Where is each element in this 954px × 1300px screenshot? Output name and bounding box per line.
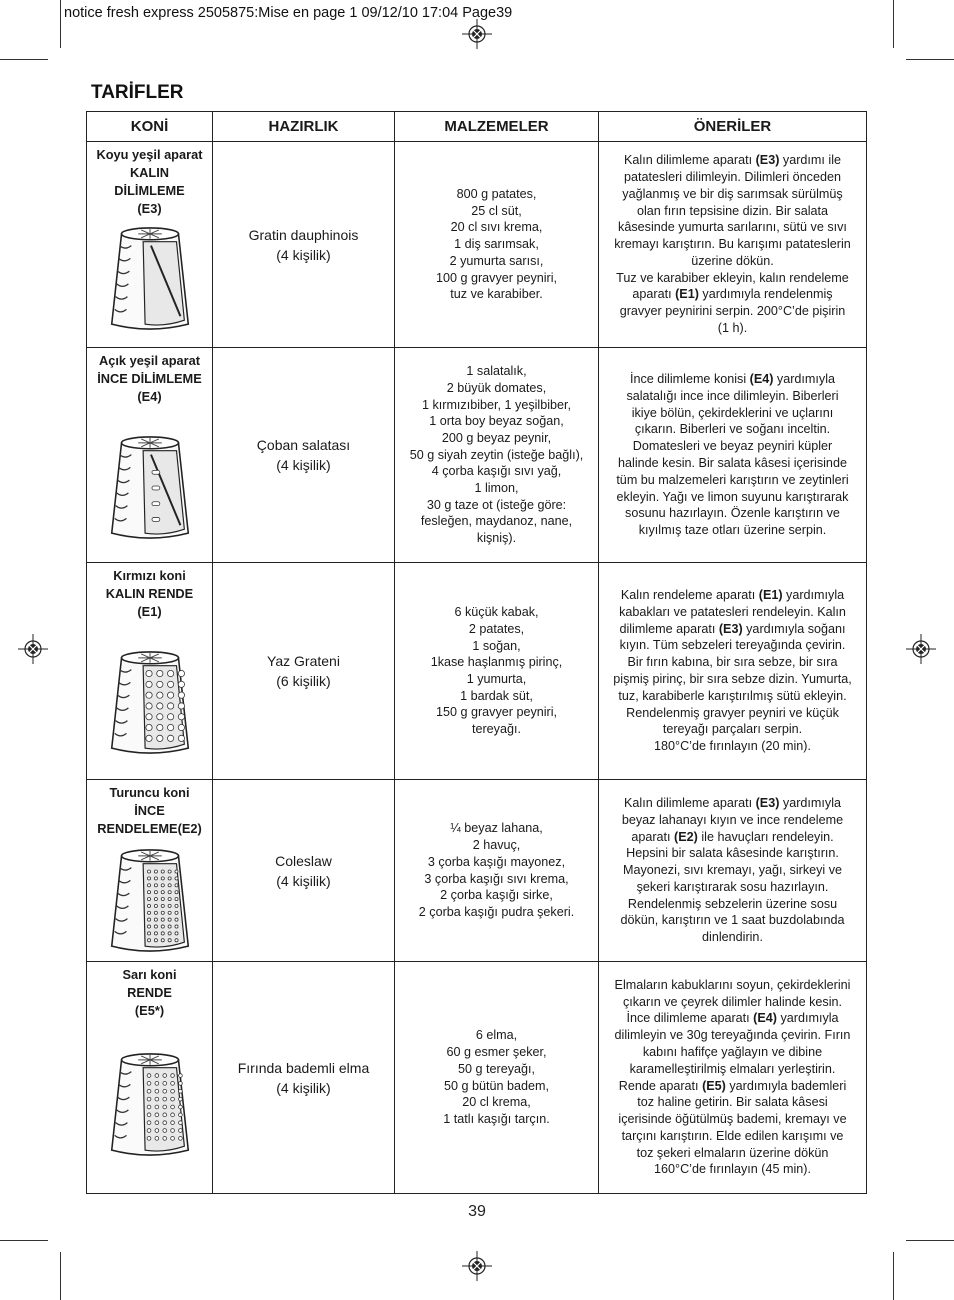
suggestion-line: [599, 1010, 866, 1027]
attachment-code: (E4): [753, 1011, 777, 1026]
suggestion-line: [599, 270, 866, 287]
suggestion-text: yardımıyla: [782, 588, 845, 603]
ingredient-line: kişniş).: [476, 531, 517, 546]
column-header-suggestions: ÖNERİLER: [599, 112, 867, 142]
suggestion-text: halinde kesin. Bir salata kâsesi içerisinde: [618, 456, 847, 470]
suggestion-line: [599, 522, 866, 539]
suggestion-text: yardımıyla rendelenmiş: [698, 287, 833, 302]
suggestion-text: çıkarın ve çeyrek dilimler halinde kesin.: [622, 994, 843, 1009]
suggestion-text: yardımıyla: [776, 1011, 839, 1026]
suggestion-line: [599, 879, 866, 896]
suggestion-text: kıyılmış taze otları üzerine serpin.: [638, 523, 827, 538]
cone-label-line: (E5*): [134, 1003, 165, 1018]
ingredient-line: 3 çorba kaşığı mayonez,: [427, 854, 566, 869]
suggestion-text: Rende aparatı: [618, 1078, 703, 1093]
suggestion-line: [599, 1094, 866, 1111]
suggestion-text: tuz, karabiberle karıştırılmış sütü ekleyin.: [618, 688, 847, 703]
suggestion-text: tereyağı parçaları serpin.: [662, 722, 803, 737]
suggestion-line: [599, 405, 866, 422]
ingredient-line: 200 g beyaz peynir,: [441, 430, 552, 445]
suggestion-line: [599, 1161, 866, 1178]
crop-mark: [0, 59, 48, 60]
suggestion-text: Elmaların kabuklarını soyun, çekirdeklerini: [614, 977, 851, 992]
cone-cell: [87, 348, 213, 563]
ingredient-line: 2 havuç,: [472, 838, 521, 853]
print-header: notice fresh express 2505875:Mise en page 1 09/12/10 17:04 Page39: [64, 5, 513, 21]
ingredient-line: 4 çorba kaşığı sıvı yağ,: [431, 464, 562, 479]
table-row: [87, 962, 867, 1194]
suggestion-line: [599, 795, 866, 812]
suggestion-text: beyaz lahanayı kıyın ve ince rendeleme: [621, 812, 844, 827]
suggestion-text: dilimleyin ve 30g tereyağında çevirin. Fırın: [614, 1028, 851, 1043]
suggestion-text: Rendelenmiş gravyer peyniri ve küçük: [626, 705, 839, 720]
cone-label-line: İNCE DİLİMLEME: [97, 371, 202, 386]
suggestion-text: gravyer peynirini serpin. 200°C’de pişirin: [619, 304, 846, 319]
ingredient-line: 1 diş sarımsak,: [454, 237, 539, 252]
attachment-code: (E1): [758, 588, 783, 603]
ingredient-line: 6 küçük kabak,: [454, 605, 539, 620]
recipes-table: [86, 111, 867, 1194]
suggestion-line: [599, 1078, 866, 1095]
suggestion-text: dilimleme aparatı: [619, 621, 719, 636]
suggestion-text: kâsesinde yumurta sarılarını, sütü ve sıvı: [618, 220, 847, 235]
attachment-code: (E3): [755, 795, 780, 810]
suggestion-line: [599, 912, 866, 929]
suggestion-line: [599, 896, 866, 913]
suggestion-line: [599, 472, 866, 489]
suggestion-text: Mayonezi, sıvı kremayı, yağı, sirkeyi ve: [622, 863, 843, 878]
suggestion-line: [599, 219, 866, 236]
suggestion-text: ile havuçları rendeleyin.: [697, 829, 834, 844]
slicer-cone-icon: [106, 226, 194, 332]
cone-label-line: KALIN: [129, 165, 170, 180]
suggestion-line: [599, 1044, 866, 1061]
ingredient-line: 1kase haşlanmış pirinç,: [430, 655, 563, 670]
suggestion-text: kabını hafifçe yağlayın ve dibine: [642, 1044, 823, 1059]
ingredient-line: 1 yumurta,: [466, 672, 527, 686]
suggestion-line: [599, 203, 866, 220]
column-header-ingredients: MALZEMELER: [395, 112, 599, 142]
coarse-grater-cone-icon: [106, 650, 194, 756]
table-header-row: [87, 112, 867, 142]
ingredient-line: 1 kırmızıbiber, 1 yeşilbiber,: [421, 397, 572, 412]
suggestion-line: [599, 489, 866, 506]
suggestions-cell: [599, 962, 867, 1194]
ingredient-line: 50 g bütün badem,: [443, 1078, 550, 1093]
suggestion-text: ekleyin. Yağı ve limon suyunu karıştırarak: [616, 489, 849, 504]
crop-mark: [893, 1252, 894, 1300]
ingredient-line: fesleğen, maydanoz, nane,: [420, 514, 573, 529]
column-header-cone: KONİ: [87, 112, 213, 142]
table-row: [87, 142, 867, 348]
suggestion-text: kabakları ve patatesleri rendeleyin. Kalın: [619, 604, 846, 619]
cone-label-line: RENDE: [127, 985, 172, 1000]
registration-mark-icon: [462, 19, 492, 49]
cone-label-line: Sarı koni: [122, 967, 177, 982]
suggestion-text: ikiye bölün, çekirdeklerini ve uçlarını: [631, 405, 834, 420]
suggestion-line: [599, 621, 866, 638]
suggestion-line: [599, 604, 866, 621]
suggestion-text: salatalığı ince ince dilimleyin. Biberleri: [626, 388, 839, 403]
ingredients-cell: [395, 962, 599, 1194]
suggestion-text: Tuz ve karabiber ekleyin, kalın rendeleme: [616, 270, 849, 285]
suggestion-line: [599, 721, 866, 738]
preparation-cell: [213, 780, 395, 962]
suggestion-line: [599, 388, 866, 405]
suggestion-text: Bir fırın kabına, bir sıra sebze, bir sıra: [627, 655, 838, 670]
ingredient-line: 1 tatlı kaşığı tarçın.: [443, 1111, 550, 1126]
preparation-cell: [213, 348, 395, 563]
registration-mark-icon: [906, 634, 936, 664]
ingredient-line: 800 g patates,: [456, 187, 537, 202]
ingredient-line: tereyağı.: [471, 722, 521, 737]
suggestion-line: [599, 320, 866, 337]
suggestion-line: [599, 371, 866, 388]
attachment-code: (E1): [675, 287, 699, 302]
suggestion-line: [599, 455, 866, 472]
page-number: 39: [468, 1203, 486, 1220]
suggestion-text: olan fırın tepsisine dizin. Bir salata: [636, 203, 829, 218]
suggestion-line: [599, 845, 866, 862]
ingredient-line: 20 cl sıvı krema,: [450, 220, 543, 235]
crop-mark: [893, 0, 894, 48]
suggestion-text: Kalın rendeleme aparatı: [620, 588, 759, 603]
cone-label-line: Açık yeşil aparat: [98, 353, 200, 368]
suggestion-line: [599, 1027, 866, 1044]
suggestion-text: Hepsini bir salata kâsesinde karıştırın.: [626, 846, 839, 861]
suggestions-cell: [599, 780, 867, 962]
suggestion-text: Kalın dilimleme aparatı: [624, 153, 756, 168]
ingredient-line: 30 g taze ot (isteğe göre:: [426, 497, 567, 512]
cone-label-line: Kırmızı koni: [113, 568, 186, 583]
cone-label-line: DİLİMLEME: [114, 183, 185, 198]
ingredient-line: 3 çorba kaşığı sıvı krema,: [424, 871, 569, 886]
ingredient-line: 25 cl süt,: [471, 203, 522, 218]
ingredient-line: 150 g gravyer peyniri,: [435, 705, 558, 720]
preparation-cell: [213, 563, 395, 780]
suggestion-line: [599, 169, 866, 186]
attachment-code: (E5): [702, 1078, 726, 1093]
suggestion-line: [599, 738, 866, 755]
suggestion-line: [599, 994, 866, 1011]
suggestions-cell: [599, 348, 867, 563]
suggestion-text: Kalın dilimleme aparatı: [624, 795, 756, 810]
recipe-name: Yaz Grateni: [267, 653, 340, 669]
recipe-name: Gratin dauphinois: [248, 226, 359, 243]
suggestion-text: yağlanmış ve bir diş sarımsak sürülmüş: [622, 186, 843, 201]
suggestion-line: [599, 587, 866, 604]
suggestion-line: [599, 829, 866, 846]
cone-cell: [87, 962, 213, 1194]
recipe-name: Coleslaw: [275, 852, 332, 869]
ingredient-line: 50 g siyah zeytin (isteğe bağlı),: [409, 447, 584, 462]
ingredient-line: 20 cl krema,: [462, 1095, 531, 1110]
cone-label-line: RENDELEME(E2): [97, 821, 202, 836]
cone-label: [87, 966, 212, 1020]
grater-cone-icon: [106, 1052, 194, 1158]
suggestion-text: yardımıyla bademleri: [725, 1078, 847, 1093]
suggestion-line: [599, 862, 866, 879]
recipe-name: Çoban salatası: [256, 437, 351, 453]
suggestion-line: [599, 977, 866, 994]
suggestion-text: aparatı: [632, 287, 676, 302]
ingredient-line: 1 salatalık,: [466, 364, 527, 379]
suggestion-text: dökün, karıştırın ve 1 saat buzdolabında: [620, 913, 845, 928]
registration-mark-icon: [18, 634, 48, 664]
suggestion-line: [599, 671, 866, 688]
suggestion-text: toz haline getirin. Bir salata kâsesi: [637, 1095, 828, 1110]
attachment-code: (E4): [749, 372, 774, 387]
suggestions-cell: [599, 142, 867, 348]
suggestion-line: [599, 236, 866, 253]
suggestion-text: aparatı: [631, 829, 675, 844]
attachment-code: (E3): [718, 621, 743, 636]
cone-label-line: (E1): [137, 604, 162, 619]
ingredient-line: 1 limon,: [474, 481, 519, 496]
crop-mark: [60, 1252, 61, 1300]
crop-mark: [60, 0, 61, 48]
suggestion-text: yardımıyla: [779, 795, 841, 810]
suggestion-line: [599, 186, 866, 203]
cone-label-line: KALIN RENDE: [105, 586, 194, 601]
table-row: [87, 780, 867, 962]
ingredient-line: 50 g tereyağı,: [457, 1061, 535, 1076]
cone-label-line: İNCE: [134, 803, 165, 818]
suggestion-text: kremayı karıştırın. Bu karışımı patateslerin: [614, 237, 851, 252]
column-header-preparation: HAZIRLIK: [213, 112, 395, 142]
ingredient-line: 2 büyük domates,: [446, 380, 547, 395]
suggestion-text: yardımıyla: [773, 372, 836, 387]
suggestion-text: içerisinde öğütülmüş bademi, kremayı ve: [618, 1112, 847, 1127]
suggestion-line: [599, 1145, 866, 1162]
ingredient-line: 1 bardak süt,: [460, 688, 533, 703]
ingredient-line: ¼ beyaz lahana,: [450, 821, 543, 836]
cone-label: [87, 352, 212, 406]
suggestion-text: İnce dilimleme aparatı: [626, 1011, 754, 1026]
suggestion-line: [599, 812, 866, 829]
suggestion-line: [599, 303, 866, 320]
suggestion-text: tüm bu malzemeleri karıştırın ve zeytinleri: [616, 472, 849, 487]
registration-mark-icon: [462, 1251, 492, 1281]
suggestion-line: [599, 1111, 866, 1128]
cone-label: [87, 567, 212, 621]
ingredients-cell: [395, 348, 599, 563]
ingredient-line: tuz ve karabiber.: [450, 287, 543, 302]
suggestion-text: (1 h).: [717, 321, 748, 336]
serving-size: (6 kişilik): [276, 673, 331, 689]
table-row: [87, 348, 867, 563]
suggestion-line: [599, 253, 866, 270]
suggestion-text: 160°C’de fırınlayın (45 min).: [654, 1162, 811, 1177]
ingredient-line: 2 patates,: [468, 621, 525, 636]
ingredient-line: 6 elma,: [475, 1028, 518, 1043]
suggestion-text: yardımıyla soğanı: [742, 621, 846, 636]
suggestion-line: [599, 438, 866, 455]
suggestion-text: Rendelenmiş sebzelerin üzerine sosu: [627, 896, 838, 911]
serving-size: (4 kişilik): [276, 1079, 331, 1096]
recipe-name: Fırında bademli elma: [237, 1059, 370, 1076]
cone-label-line: (E3): [137, 201, 162, 216]
ingredient-line: 2 yumurta sarısı,: [449, 253, 544, 268]
preparation-cell: [213, 142, 395, 348]
suggestion-text: sosunu hazırlayın. Özenle karıştırın ve: [625, 506, 840, 521]
suggestion-text: çıkarın. Biberleri ve soğanı inceltin.: [634, 422, 831, 437]
suggestion-text: şekeri karıştırarak sosu hazırlayın.: [636, 879, 829, 894]
cone-label-line: (E4): [137, 389, 162, 404]
ingredient-line: 2 çorba kaşığı sirke,: [440, 888, 553, 903]
crop-mark: [906, 59, 954, 60]
table-row: [87, 563, 867, 780]
suggestion-text: yardımı ile: [779, 153, 841, 168]
ingredients-cell: [395, 780, 599, 962]
preparation-cell: [213, 962, 395, 1194]
attachment-code: (E3): [755, 153, 780, 168]
suggestion-text: toz şekeri elmaların üzerine dökün: [636, 1145, 829, 1160]
suggestion-line: [599, 421, 866, 438]
ingredients-cell: [395, 142, 599, 348]
crop-mark: [0, 1240, 48, 1241]
ingredient-line: 60 g esmer şeker,: [446, 1045, 547, 1060]
cone-label-line: Turuncu koni: [109, 785, 190, 800]
cone-cell: [87, 563, 213, 780]
cone-label-line: Koyu yeşil aparat: [96, 147, 203, 162]
suggestions-cell: [599, 563, 867, 780]
suggestion-text: kıyın. Tüm sebzeleri tereyağında çevirin.: [619, 638, 846, 653]
cone-label: [87, 146, 212, 218]
ingredient-line: 100 g gravyer peyniri,: [435, 270, 558, 285]
suggestion-text: tarçını karıştırın. Elde edilen karışımı ve: [621, 1128, 844, 1143]
ingredients-cell: [395, 563, 599, 780]
fine-grater-cone-icon: [106, 848, 194, 954]
suggestion-line: [599, 1128, 866, 1145]
attachment-code: (E2): [674, 829, 698, 844]
suggestion-line: [599, 286, 866, 303]
suggestion-line: [599, 929, 866, 946]
suggestion-text: Domatesleri ve beyaz peyniri küpler: [632, 439, 833, 454]
cone-cell: [87, 780, 213, 962]
suggestion-text: karamelleştirilmiş elmaları yerleştirin.: [629, 1061, 836, 1076]
suggestion-line: [599, 152, 866, 169]
suggestion-line: [599, 705, 866, 722]
serving-size: (4 kişilik): [276, 246, 331, 263]
cone-cell: [87, 142, 213, 348]
crop-mark: [906, 1240, 954, 1241]
cone-label: [87, 784, 212, 838]
serving-size: (4 kişilik): [276, 457, 331, 473]
suggestion-text: 180°C’de fırınlayın (20 min).: [654, 739, 811, 754]
suggestion-text: üzerine dökün.: [691, 253, 774, 268]
suggestion-line: [599, 688, 866, 705]
suggestion-line: [599, 637, 866, 654]
suggestion-line: [599, 654, 866, 671]
suggestion-text: İnce dilimleme konisi: [629, 372, 750, 387]
serving-size: (4 kişilik): [276, 872, 331, 889]
suggestion-text: pişmiş pirinç, bir sıra sebze dizin. Yumurta,: [613, 672, 852, 686]
suggestion-line: [599, 505, 866, 522]
ingredient-line: 1 soğan,: [472, 638, 521, 653]
page-title: TARİFLER: [91, 82, 184, 103]
suggestion-text: dinlendirin.: [702, 930, 763, 945]
ingredient-line: 2 çorba kaşığı pudra şekeri.: [418, 904, 575, 919]
suggestion-text: patatesleri dilimleyin. Dilimleri önceden: [624, 169, 841, 184]
thin-slicer-cone-icon: [106, 435, 194, 541]
suggestion-line: [599, 1061, 866, 1078]
ingredient-line: 1 orta boy beyaz soğan,: [429, 414, 564, 429]
